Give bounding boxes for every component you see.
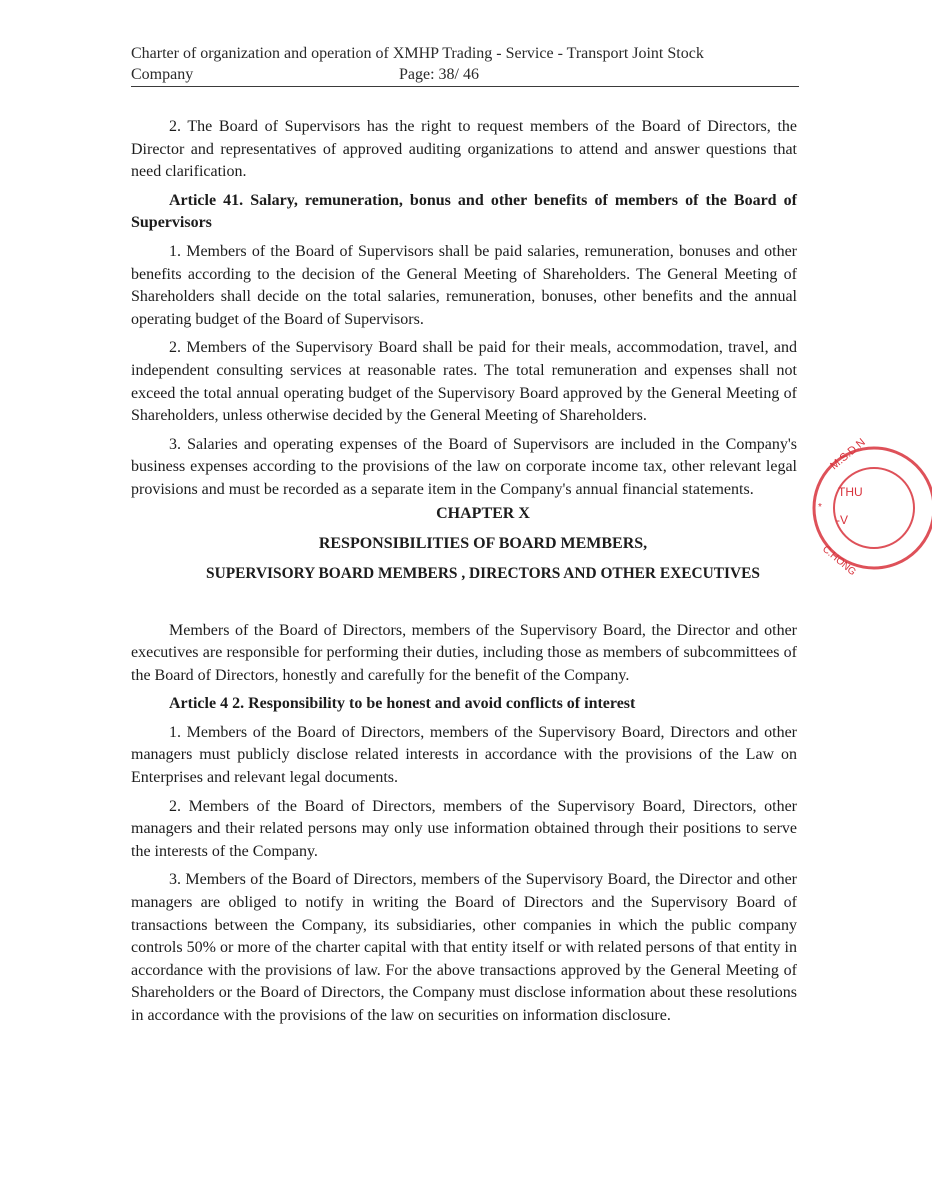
paragraph: 3. Salaries and operating expenses of the Board of Supervisors are included in the Company's business expenses according to the provisions of the law on corporate income tax, other relevant legal provisions and must be recorded as a separate item in the Company's annual financial statements. bbox=[131, 435, 797, 498]
paragraph: 2. Members of the Board of Directors, members of the Supervisory Board, Directors, other managers and their related persons may only use information obtained through their positions to serve the interests of the Company. bbox=[131, 797, 797, 860]
chapter-subtitle-line2: SUPERVISORY BOARD MEMBERS , DIRECTORS AND OTHER EXECUTIVES bbox=[206, 564, 760, 582]
paragraph: 2. The Board of Supervisors has the right to request members of the Board of Directors, the Director and representatives of approved auditing organizations to attend and answer questions that need clarification. bbox=[131, 118, 797, 181]
stamp-text-top: M.S.D.N bbox=[828, 436, 868, 473]
chapter-title: CHAPTER X bbox=[436, 504, 530, 522]
stamp-text-mid: THU bbox=[838, 485, 863, 499]
page-number: Page: 38/ 46 bbox=[399, 66, 479, 83]
document-body bbox=[131, 116, 797, 1034]
stamp-text-bottom: C.HONG bbox=[820, 543, 858, 579]
paragraph: Members of the Board of Directors, members of the Supervisory Board, the Director and other executives are responsible for performing their duties, including those as members of subcommittees of the Board of Directors, honestly and carefully for the benefit of the Company. bbox=[131, 621, 797, 684]
paragraph: 1. Members of the Board of Supervisors shall be paid salaries, remuneration, bonuses and other benefits according to the decision of the General Meeting of Shareholders. The General Meeting of Shareholders shall decide on the total salaries, remuneration, bonuses, other benefits and the annual operating budget of the Board of Supervisors. bbox=[131, 242, 797, 328]
paragraph: 3. Members of the Board of Directors, members of the Supervisory Board, the Director and other managers are obliged to notify in writing the Board of Directors and the Supervisory Board of transactions between the Company, its subsidiaries, other companies in which the public company controls 50% or more of the charter capital with that entity itself or with related persons of that entity in accordance with the provisions of law. For the above transactions approved by the General Meeting of Shareholders or the Board of Directors, the Company must disclose information about these resolutions in accordance with the provisions of the law on securities on information disclosure. bbox=[131, 871, 797, 1024]
article-heading: Article 41. Salary, remuneration, bonus and other benefits of members of the Board of Supervisors bbox=[131, 191, 797, 232]
header-title-continued: Company bbox=[131, 66, 194, 83]
stamp-text-mid2: -V bbox=[836, 513, 848, 527]
article-heading: Article 4 2. Responsibility to be honest and avoid conflicts of interest bbox=[169, 695, 636, 713]
page-header bbox=[131, 43, 799, 85]
paragraph: 2. Members of the Supervisory Board shall be paid for their meals, accommodation, travel, and independent consulting services at reasonable rates. The total remuneration and expenses shall not exceed the total annual operating budget of the Supervisory Board approved by the General Meeting of Shareholders, unless otherwise decided by the General Meeting of Shareholders. bbox=[131, 339, 797, 425]
header-divider bbox=[131, 86, 799, 87]
svg-text:*: * bbox=[818, 502, 822, 513]
paragraph: 1. Members of the Board of Directors, members of the Supervisory Board, Directors and other managers must publicly disclose related interests in accordance with the provisions of the Law on Enterprises and relevant legal documents. bbox=[131, 723, 797, 787]
header-title: Charter of organization and operation of XMHP Trading - Service - Transport Joint Stock bbox=[131, 45, 704, 62]
chapter-subtitle-line1: RESPONSIBILITIES OF BOARD MEMBERS, bbox=[318, 534, 648, 552]
company-seal-stamp bbox=[812, 436, 932, 580]
